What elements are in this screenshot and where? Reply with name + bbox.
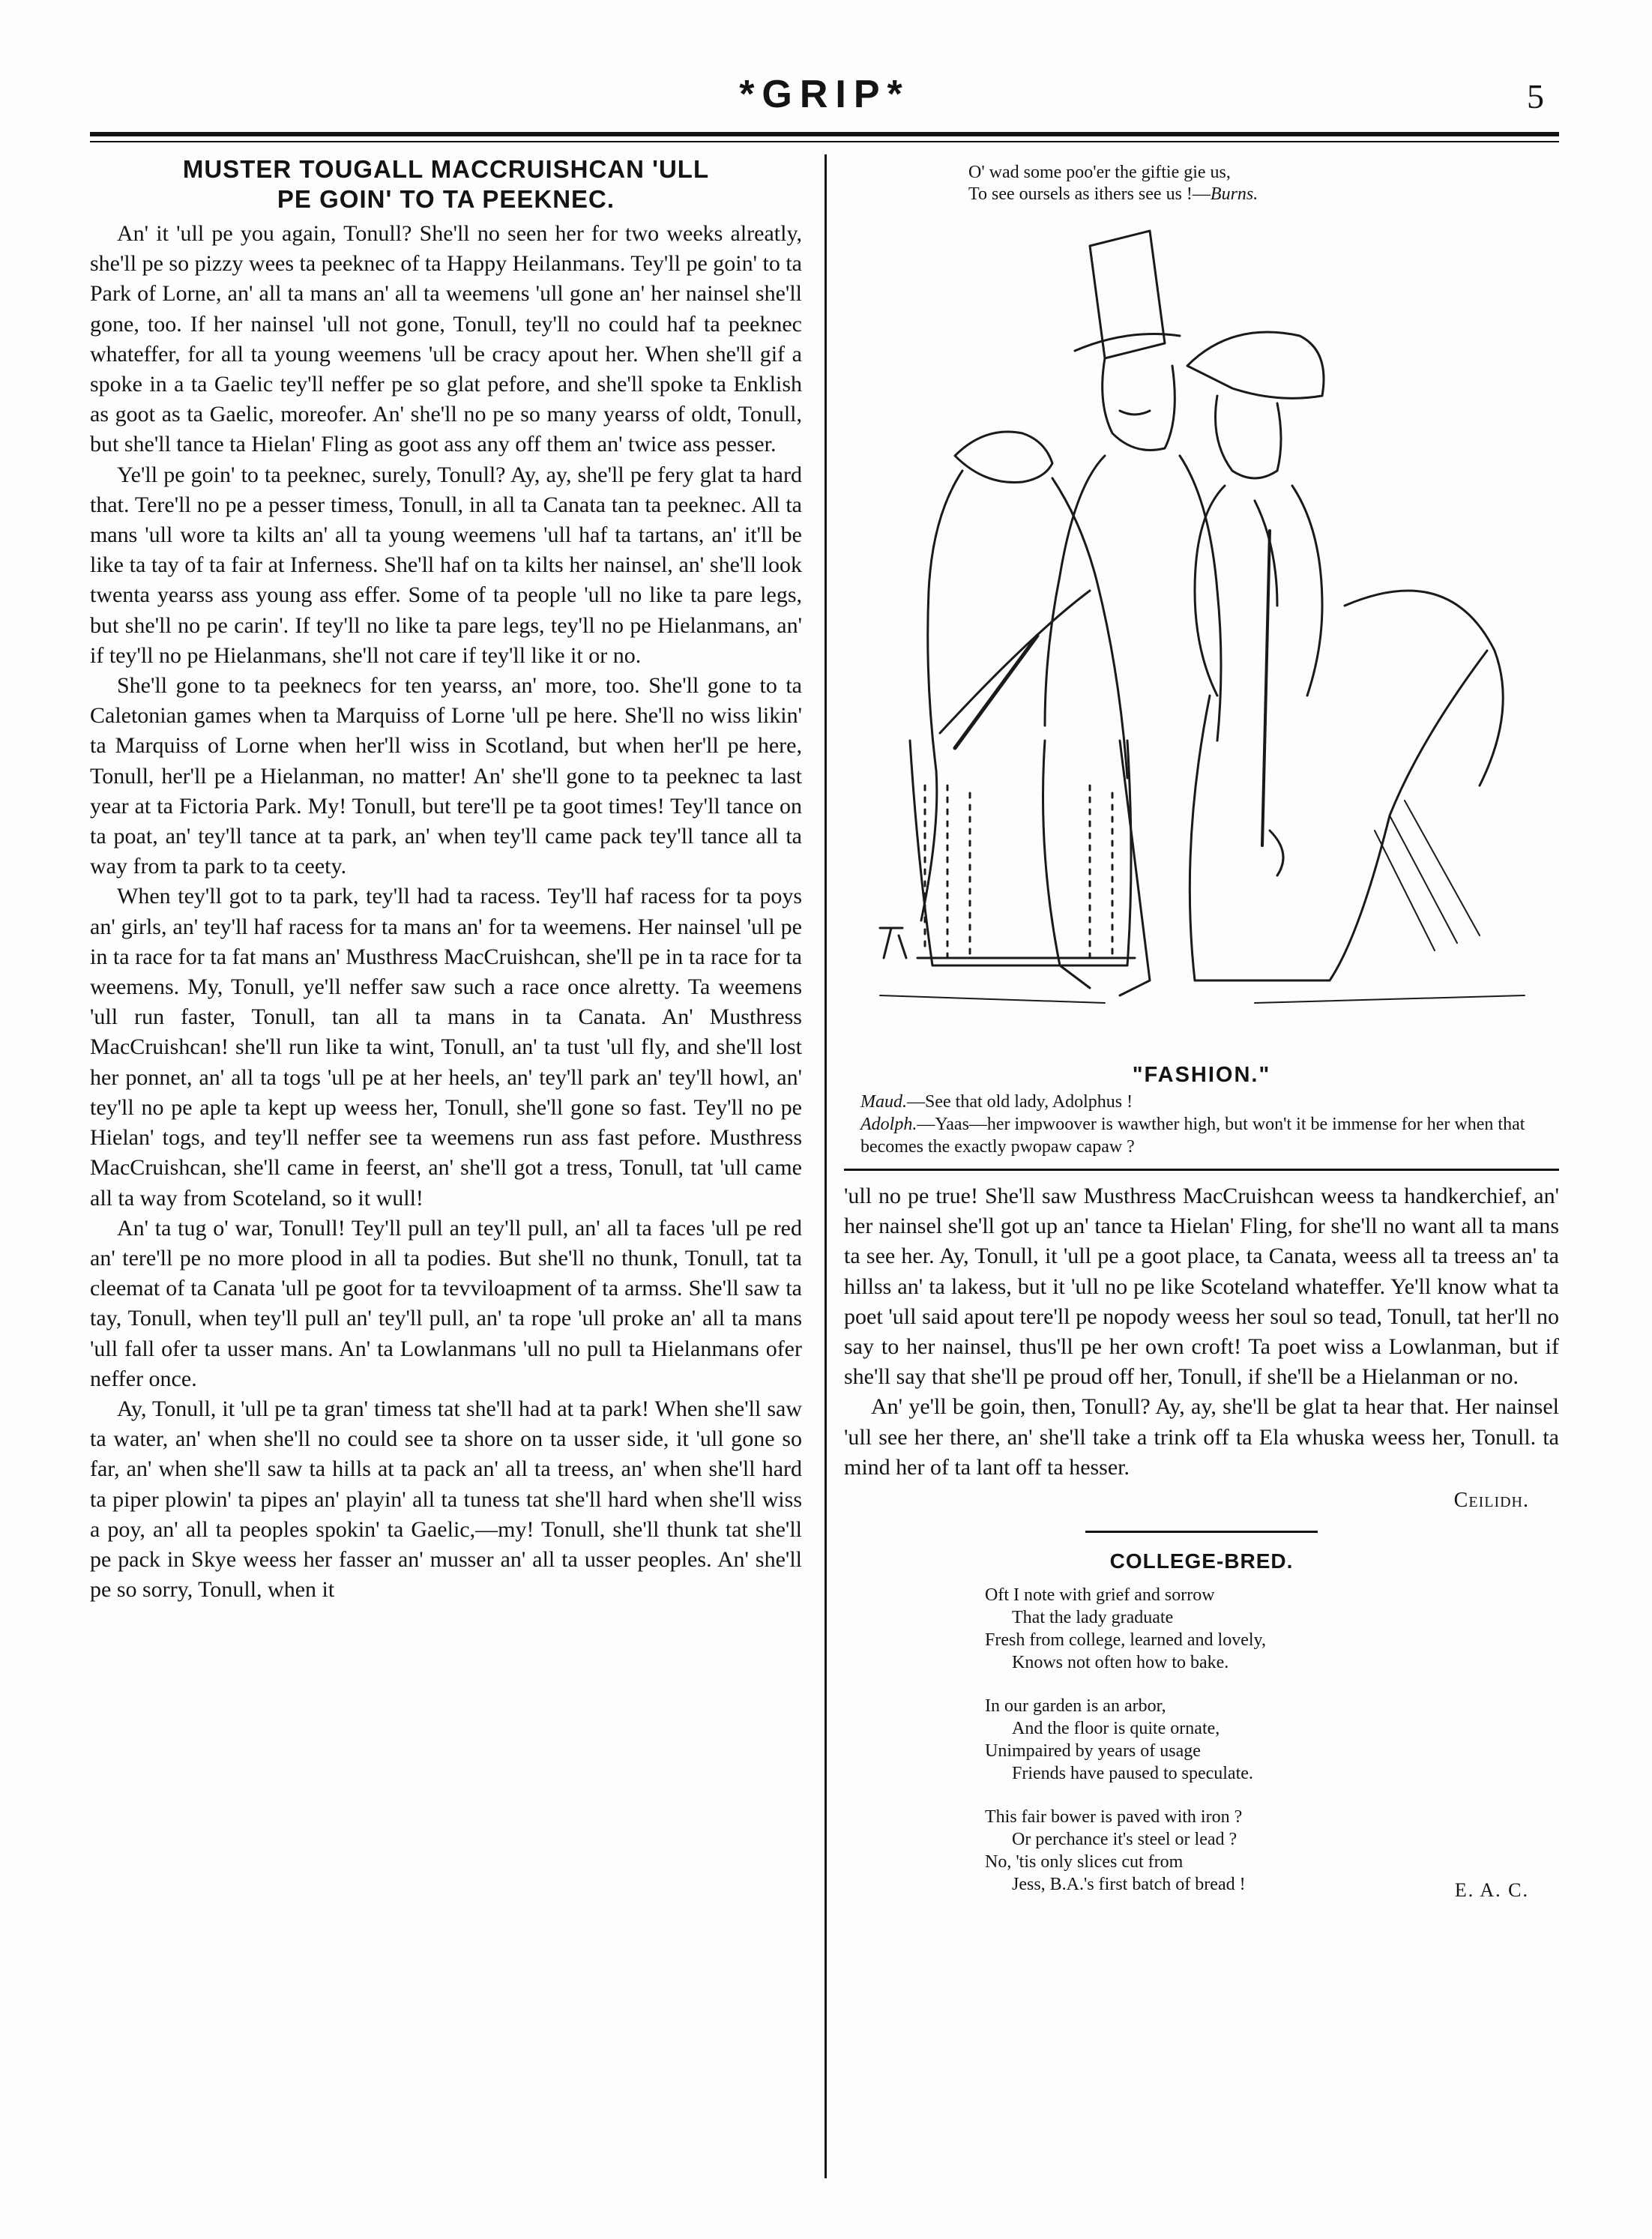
caption-text-maud: —See that old lady, Adolphus ! — [907, 1092, 1133, 1112]
section-rule — [844, 1169, 1559, 1171]
article-continuation-2: An' ye'll be goin, then, Tonull? Ay, ay, she'll be glat ta hear that. Her nainsel 'ull see her there, an' she'll take a trink off ta Ela whuska weess her, Tonull. ta mind her of ta lant off ta hesser. — [844, 1394, 1559, 1480]
poem-line: In our garden is an arbor, — [985, 1696, 1166, 1717]
cartoon-drawing — [865, 216, 1540, 1061]
cartoon-title: "FASHION." — [1132, 1063, 1271, 1087]
article-title — [90, 154, 802, 214]
caption-text-adolph: —Yaas—her impwoover is wawther high, but won't it be immense for her when that becomes the exactly pwopaw capaw ? — [860, 1115, 1525, 1157]
epigraph-line-2 — [968, 184, 1559, 205]
poem-line: Knows not often how to bake. — [1012, 1653, 1229, 1673]
article-paragraph-2: Ye'll pe goin' to ta peeknec, surely, Tonull? Ay, ay, she'll pe fery glat ta hard that. Tere'll no pe a pesser timess, Tonull, in all ta Canata tan ta peeknec. All ta mans 'ull wore ta kilts an' all ta young weemens 'ull haf ta tartans, an' it'll be like ta tay of ta fair at Inferness. She'll haf on ta kilts her nainsel, an' she'll look twenta yearss ass young ass effer. Some of ta people 'ull no like ta pare legs, but she'll no pe carin'. If tey'll no like ta pare legs, tey'll no pe Hielanmans, an' if tey'll no pe Hielanmans, she'll not care if tey'll like it or no. — [90, 462, 802, 668]
article-signature: Ceilidh. — [1453, 1489, 1529, 1513]
cartoon-caption-line-1 — [844, 1091, 1559, 1113]
poem-stanza-2 — [985, 1695, 1559, 1785]
masthead-rule-thick — [90, 132, 1559, 136]
poem-line: No, 'tis only slices cut from — [985, 1852, 1184, 1872]
epigraph-line-1: O' wad some poo'er the giftie gie us, — [968, 163, 1231, 182]
article-paragraph-6: Ay, Tonull, it 'ull pe ta gran' timess tat she'll had at ta park! When she'll saw ta water, an' when she'll no could see ta shore on ta usser side, it 'ull gone so far, an' when she'll saw ta hills at ta pack an' all ta treess, an' when she'll hard ta piper plowin' ta pipes an' playin' all ta tuness tat she'll hard when she'll wiss a poy, an' all ta peoples spokin' ta Gaelic,—my! Tonull, she'll thunk tat she'll pe pack in Skye weess her fasser an' musser an' all ta usser peoples. An' she'll pe so sorry, Tonull, when it — [90, 1396, 802, 1603]
epigraph — [968, 162, 1559, 205]
young-lady-figure — [1187, 332, 1503, 980]
epigraph-line-2-text: To see oursels as ithers see us !— — [968, 184, 1211, 204]
fashion-cartoon-illustration — [865, 216, 1540, 1061]
right-column — [844, 154, 1559, 1902]
poem-line: Jess, B.A.'s first batch of bread ! — [1012, 1875, 1246, 1895]
caption-speaker-maud: Maud. — [860, 1092, 907, 1112]
article-paragraph-4: When tey'll got to ta park, tey'll had ta racess. Tey'll haf racess for ta poys an' girls, an' tey'll haf racess for ta mans an' for ta weemens. Her nainsel 'ull pe in ta race for ta fat mans an' Musthress MacCruishcan, she'll pe in ta race for ta weemens. My, Tonull, ye'll neffer saw such a race once alretty. Ta weemens 'ull run faster, Tonull, tan all ta mans in ta Canata. An' Musthress MacCruishcan! she'll run like ta wint, Tonull, an' ta tust 'ull fly, and she'll lost her ponnet, an' all ta togs 'ull pe at her heels, an' tey'll park an' tey'll howl, an' tey'll no pe aple ta kept up weess her, Tonull, she'll gone so fast. Tey'll no pe Hielan' togs, and tey'll neffer see ta weemens run ass fast pefore. Musthress MacCruishcan, she'll came in feerst, an' she'll got a tress, Tonull, tat 'ull came all ta way from Scoteland, so it wull! — [90, 884, 802, 1211]
old-lady-figure — [910, 432, 1135, 965]
poem-stanza-1 — [985, 1584, 1559, 1674]
article-title-line-1: MUSTER TOUGALL MACCRUISHCAN 'ULL — [182, 155, 710, 183]
poem-title: COLLEGE-BRED. — [1109, 1549, 1294, 1573]
poem-line: Unimpaired by years of usage — [985, 1741, 1201, 1762]
column-divider — [825, 154, 827, 2178]
caption-speaker-adolph: Adolph. — [860, 1115, 917, 1134]
article-title-line-2: PE GOIN' TO TA PEEKNEC. — [277, 185, 615, 213]
epigraph-source: Burns. — [1210, 184, 1258, 204]
masthead-rule-thin — [90, 141, 1559, 142]
poem-line: Friends have paused to speculate. — [1012, 1764, 1253, 1784]
gentleman-figure — [940, 231, 1221, 995]
cartoon-caption-line-2 — [844, 1113, 1559, 1158]
article-paragraph-5: An' ta tug o' war, Tonull! Tey'll pull an tey'll pull, an' all ta faces 'ull pe red an' tere'll pe no more plood in all ta podies. But she'll no thunk, Tonull, tat ta cleemat of ta Canata 'ull pe goot for ta tevviloapment of ta armss. She'll saw ta tay, Tonull, when tey'll pull an' tey'll pull, an' ta rope 'ull proke an' all ta mans 'ull fall ofer ta usser mans. An' ta Lowlanmans 'ull no pull ta Hielanmans ofer neffer once. — [90, 1215, 802, 1391]
poem-line: This fair bower is paved with iron ? — [985, 1807, 1243, 1827]
article-paragraph-1: An' it 'ull pe you again, Tonull? She'll no seen her for two weeks alreatly, she'll pe so pizzy wees ta peeknec of ta Happy Heilanmans. Tey'll pe goin' to ta Park of Lorne, an' all ta mans an' all ta weemens 'ull gone an' her nainsel she'll gone, too. If her nainsel 'ull not gone, Tonull, tey'll no could haf ta peeknec whateffer, for all ta young weemens 'ull be cracy apout her. When she'll gif a spoke in a ta Gaelic tey'll neffer pe so glat pefore, and she'll spoke ta Enklish as goot as ta Gaelic, moreofer. An' she'll no pe so many yearss of oldt, Tonull, but she'll tance ta Hielan' Fling as goot ass any off them an' twice ass pesser. — [90, 221, 802, 457]
poem-line: And the floor is quite ornate, — [1012, 1719, 1220, 1739]
poem-line: Fresh from college, learned and lovely, — [985, 1630, 1266, 1651]
poem-separator-rule — [1085, 1531, 1318, 1533]
page-number: 5 — [1527, 77, 1544, 115]
poem-line: Or perchance it's steel or lead ? — [1012, 1830, 1238, 1850]
left-column — [90, 154, 802, 1605]
poem-line: Oft I note with grief and sorrow — [985, 1585, 1215, 1606]
masthead — [90, 72, 1559, 124]
artist-monogram — [880, 928, 906, 958]
poem-line: That the lady graduate — [1012, 1608, 1174, 1628]
masthead-title: *GRIP* — [739, 73, 910, 116]
article-continuation-1: 'ull no pe true! She'll saw Musthress MacCruishcan weess ta handkerchief, an' her nainsel she'll got up an' tance ta Hielan' Fling, for she'll no want all ta mans ta see her. Ay, Tonull, it 'ull pe a goot place, ta Canata, weess all ta treess an' ta hillss an' ta lakess, but it 'ull no pe like Scoteland whateffer. Ye'll know what ta poet 'ull said apout tere'll pe nopody weess her soul so tead, Tonull, tat her'll no say to her nainsel, thus'll pe her own croft! Ta poet wiss a Lowlanman, but if she'll say that she'll pe proud off her, Tonull, if she'll be a Hielanman or no. — [844, 1184, 1559, 1390]
poem-signature: E. A. C. — [1454, 1879, 1529, 1902]
article-paragraph-3: She'll gone to ta peeknecs for ten yearss, an' more, too. She'll gone to ta Caletonian games when ta Marquiss of Lorne 'ull pe here. She'll no wiss likin' ta Marquiss of Lorne when her'll wiss in Scotland, but when her'll pe here, Tonull, her'll pe a Hielanman, no matter! An' she'll gone to ta peeknec ta last year at ta Fictoria Park. My! Tonull, but tere'll pe ta goot times! Tey'll tance on ta poat, an' tey'll tance at ta park, an' when tey'll came pack tey'll tance all ta way from ta park to ta ceety. — [90, 673, 802, 879]
